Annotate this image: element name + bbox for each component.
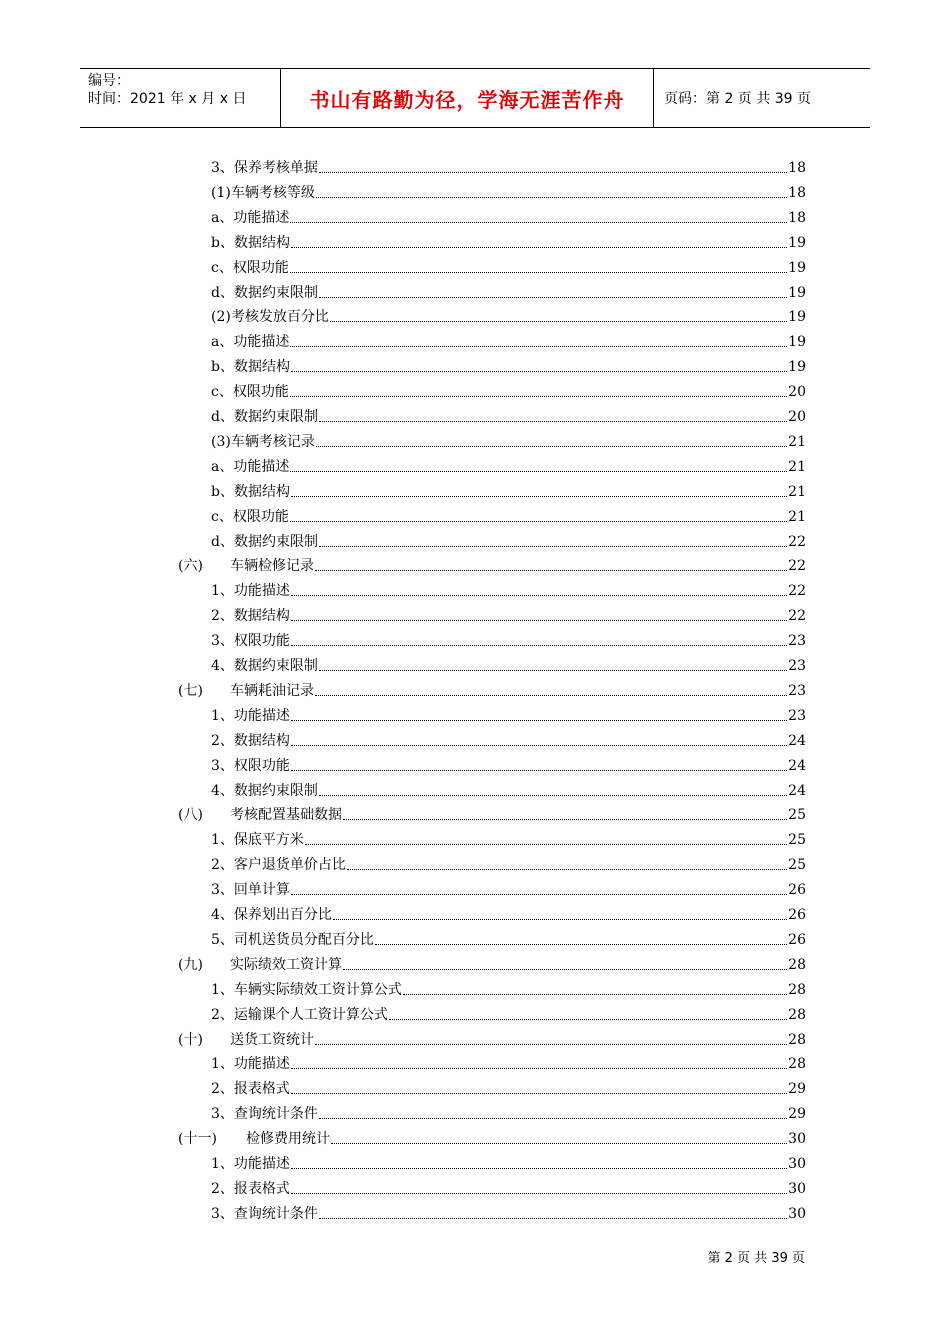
toc-entry-label [211,978,402,1002]
toc-entry-title: a、功能描述 [211,209,290,226]
dot-leader [343,818,787,820]
toc-entry[interactable] [211,405,806,429]
toc-page-number: 20 [788,384,806,401]
toc-entry-label [211,754,290,778]
dot-leader [319,669,787,671]
toc-entry-label [211,405,318,429]
dot-leader [403,993,787,995]
toc-entry-label [211,430,315,454]
dot-leader [291,719,787,721]
toc-page-number: 19 [788,234,806,251]
dot-leader [291,619,787,621]
dot-leader [291,769,787,771]
toc-page-number: 23 [788,633,806,650]
toc-page-number: 19 [788,309,806,326]
toc-section-number: (九) [178,956,203,973]
toc-entry-label [211,1202,318,1226]
dot-leader [319,545,787,547]
toc-page-number: 25 [788,807,806,824]
toc-entry-title: 考核配置基础数据 [230,807,342,824]
toc-page-number: 19 [788,259,806,276]
dot-leader [315,569,787,571]
dot-leader [333,918,787,920]
toc-page-number: 26 [788,907,806,923]
toc-page-number: 30 [788,1180,806,1197]
toc-entry-label [211,878,290,902]
toc-entry[interactable] [211,629,806,653]
dot-leader [389,1018,787,1020]
toc-entry-title: 实际绩效工资计算 [230,956,342,973]
toc-page-number: 26 [788,882,806,899]
toc-entry-label [211,505,289,529]
toc-entry[interactable] [211,430,806,454]
dot-leader [291,1192,787,1194]
toc-entry-title: (1)车辆考核等级 [211,184,315,201]
time-label: 时间：2021 年 x 月 x 日 [88,91,247,107]
dot-leader [315,694,787,696]
toc-page-number: 20 [788,409,806,425]
dot-leader [330,320,787,322]
dot-leader [291,1092,787,1094]
toc-entry-title: 1、车辆实际绩效工资计算公式 [211,981,402,998]
toc-page-number: 19 [788,359,806,376]
toc-entry-title: 3、保养考核单据 [211,160,318,176]
toc-entry[interactable] [211,355,806,379]
page-header [80,68,870,128]
dot-leader [290,271,787,273]
dot-leader [331,1142,787,1144]
toc-entry[interactable] [211,978,806,1002]
toc-entry[interactable] [211,380,806,404]
toc-page-number: 22 [788,533,806,550]
toc-entry-label [211,1077,290,1101]
toc-entry-title: (3)车辆考核记录 [211,433,315,450]
toc-entry-label [211,281,318,305]
toc-entry-label [211,156,318,180]
toc-section-number: (十) [178,1031,203,1048]
toc-entry-title: 1、功能描述 [211,1156,290,1172]
toc-page-number: 28 [788,956,806,973]
dot-leader [291,893,787,895]
toc-entry[interactable] [211,1003,806,1027]
toc-page-number: 21 [788,508,806,525]
toc-entry-label [211,1003,388,1027]
toc-entry[interactable] [211,1102,806,1126]
toc-entry-label [211,355,290,379]
dot-leader [291,370,787,372]
dot-leader [291,246,787,248]
toc-entry-title: c、权限功能 [211,384,289,401]
toc-entry[interactable] [211,281,806,305]
toc-section-number: (七) [178,682,203,699]
header-page-info: 页码：第 2 页 共 39 页 [664,91,811,107]
toc-entry-label [211,455,289,479]
toc-page-number: 23 [788,707,806,724]
toc-section-entry[interactable] [178,803,806,827]
toc-entry[interactable] [211,1202,806,1226]
toc-entry[interactable] [211,754,806,778]
dot-leader [375,943,787,945]
toc-entry-title: 4、数据约束限制 [211,658,318,674]
toc-entry-label [211,305,329,329]
toc-entry-title: 4、数据约束限制 [211,782,318,799]
dot-leader [291,495,787,497]
toc-entry-title: 2、报表格式 [211,1081,290,1098]
toc-page-number: 18 [788,160,806,176]
toc-entry-title: 2、客户退货单价占比 [211,857,346,874]
toc-entry-title: 4、保养划出百分比 [211,907,332,923]
toc-entry[interactable] [211,305,806,329]
toc-page-number: 22 [788,583,806,600]
toc-section-number: (十一) [178,1131,217,1148]
toc-entry[interactable] [211,1077,806,1101]
toc-entry-title: 送货工资统计 [230,1031,314,1048]
toc-entry-title: (2)考核发放百分比 [211,309,329,326]
toc-section-entry[interactable] [178,953,806,977]
toc-entry-title: b、数据结构 [211,234,290,251]
toc-entry-title: d、数据约束限制 [211,284,318,301]
dot-leader [290,470,787,472]
dot-leader [291,644,787,646]
toc-entry-label [178,803,342,827]
toc-entry-title: b、数据结构 [211,483,290,500]
toc-entry-title: 车辆检修记录 [230,558,314,575]
toc-page-number: 22 [788,558,806,575]
toc-entry-title: d、数据约束限制 [211,409,318,425]
dot-leader [290,221,787,223]
toc-entry-title: b、数据结构 [211,359,290,376]
dot-leader [291,1067,787,1069]
toc-entry-label [211,1177,290,1201]
toc-entry-label [211,853,346,877]
dot-leader [319,296,787,298]
toc-entry[interactable] [211,181,806,205]
toc-entry[interactable] [211,505,806,529]
toc-page-number: 21 [788,483,806,500]
toc-entry[interactable] [211,256,806,280]
toc-page-number: 30 [788,1156,806,1172]
toc-page-number: 18 [788,184,806,201]
toc-entry[interactable] [211,928,806,952]
toc-entry[interactable] [211,878,806,902]
toc-section-entry[interactable] [178,679,806,703]
toc-entry-label [178,953,342,977]
toc-page-number: 23 [788,682,806,699]
toc-page-number: 25 [788,832,806,849]
dot-leader [319,171,787,173]
toc-entry-title: d、数据约束限制 [211,533,318,550]
toc-entry-label [211,231,290,255]
toc-entry[interactable] [211,530,806,554]
toc-section-number: (八) [178,807,203,824]
dot-leader [291,744,787,746]
dot-leader [316,196,787,198]
toc-entry-title: 检修费用统计 [246,1131,330,1148]
toc-entry-title: 3、回单计算 [211,882,290,899]
dot-leader [319,1117,787,1119]
toc-entry-title: 1、功能描述 [211,583,290,600]
dot-leader [316,445,787,447]
toc-entry-label [211,903,332,927]
toc-entry[interactable] [211,903,806,927]
toc-section-entry[interactable] [178,554,806,578]
toc-page-number: 28 [788,1006,806,1023]
toc-entry[interactable] [211,729,806,753]
dot-leader [319,1217,787,1219]
toc-page-number: 29 [788,1106,806,1123]
toc-entry-label [178,679,314,703]
toc-entry[interactable] [211,853,806,877]
toc-page-number: 18 [788,209,806,226]
toc-entry-label [211,206,289,230]
dot-leader [291,1167,787,1169]
toc-entry[interactable] [211,704,806,728]
toc-entry-title: 2、数据结构 [211,732,290,749]
dot-leader [347,868,787,870]
toc-entry-label [211,604,290,628]
toc-page-number: 28 [788,1056,806,1073]
toc-page-number: 19 [788,334,806,351]
toc-entry[interactable] [211,231,806,255]
toc-entry-title: 3、权限功能 [211,633,290,650]
toc-entry-title: 1、功能描述 [211,1056,290,1073]
toc-page-number: 22 [788,608,806,625]
toc-page-number: 19 [788,284,806,301]
dot-leader [291,594,787,596]
toc-entry[interactable] [211,779,806,803]
toc-entry-title: 1、保底平方米 [211,832,304,849]
toc-page-number: 25 [788,857,806,874]
toc-page-number: 30 [788,1205,806,1222]
dot-leader [290,395,787,397]
toc-entry[interactable] [211,1052,806,1076]
toc-entry-label [211,1152,290,1176]
dot-leader [319,794,787,796]
toc-entry-title: c、权限功能 [211,508,289,525]
toc-entry-label [178,554,314,578]
toc-entry-label [211,256,289,280]
header-motto: 书山有路勤为径，学海无涯苦作舟 [281,69,654,127]
toc-page-number: 30 [788,1131,806,1148]
toc-entry-title: 3、权限功能 [211,757,290,774]
toc-page-number: 21 [788,458,806,475]
toc-entry-title: 2、报表格式 [211,1180,290,1197]
toc-entry-label [211,530,318,554]
toc-entry-title: 车辆耗油记录 [230,682,314,699]
toc-entry-label [211,779,318,803]
toc-entry-title: 5、司机送货员分配百分比 [211,931,374,948]
toc-entry[interactable] [211,206,806,230]
toc-entry-title: a、功能描述 [211,334,290,351]
toc-entry-label [211,704,290,728]
toc-entry-label [211,928,374,952]
toc-page-number: 24 [788,757,806,774]
toc-page-number: 28 [788,1031,806,1048]
toc-entry-title: 3、查询统计条件 [211,1106,318,1123]
toc-entry-title: 1、功能描述 [211,707,290,724]
toc-entry-label [211,654,318,678]
toc-page-number: 23 [788,658,806,674]
toc-entry[interactable] [211,1152,806,1176]
toc-entry-title: 3、查询统计条件 [211,1205,318,1222]
toc-entry[interactable] [211,1177,806,1201]
toc-page-number: 24 [788,732,806,749]
toc-entry-label [211,181,315,205]
toc-page-number: 28 [788,981,806,998]
toc-page-number: 24 [788,782,806,799]
dot-leader [290,345,787,347]
dot-leader [319,420,787,422]
toc-section-entry[interactable] [178,1028,806,1052]
toc-entry-label [178,1028,314,1052]
toc-entry-label [211,579,290,603]
toc-entry-label [211,629,290,653]
toc-page-number: 26 [788,931,806,948]
dot-leader [343,968,787,970]
dot-leader [305,843,787,845]
toc-page-number: 21 [788,433,806,450]
toc-entry-label [211,828,304,852]
toc-entry-title: a、功能描述 [211,458,290,475]
page-footer: 第 2 页 共 39 页 [707,1251,805,1266]
code-label: 编号： [88,73,130,89]
dot-leader [315,1043,787,1045]
toc-entry[interactable] [211,156,806,180]
toc-entry-label [211,480,290,504]
toc-page-number: 29 [788,1081,806,1098]
header-meta [80,69,281,127]
toc-entry-label [211,380,289,404]
toc-entry-title: 2、数据结构 [211,608,290,625]
toc-entry[interactable] [211,828,806,852]
toc-entry-title: 2、运输课个人工资计算公式 [211,1006,388,1023]
toc-section-entry[interactable] [178,1127,806,1151]
toc-entry-label [211,330,289,354]
toc-entry[interactable] [211,330,806,354]
toc-entry-title: c、权限功能 [211,259,289,276]
toc-entry[interactable] [211,654,806,678]
toc-entry-label [211,729,290,753]
toc-section-number: (六) [178,558,203,575]
toc-entry-label [211,1052,290,1076]
toc-entry[interactable] [211,604,806,628]
toc-entry[interactable] [211,579,806,603]
toc-entry-label [211,1102,318,1126]
toc-entry[interactable] [211,455,806,479]
toc-entry-label [178,1127,330,1151]
dot-leader [290,520,787,522]
toc-entry[interactable] [211,480,806,504]
